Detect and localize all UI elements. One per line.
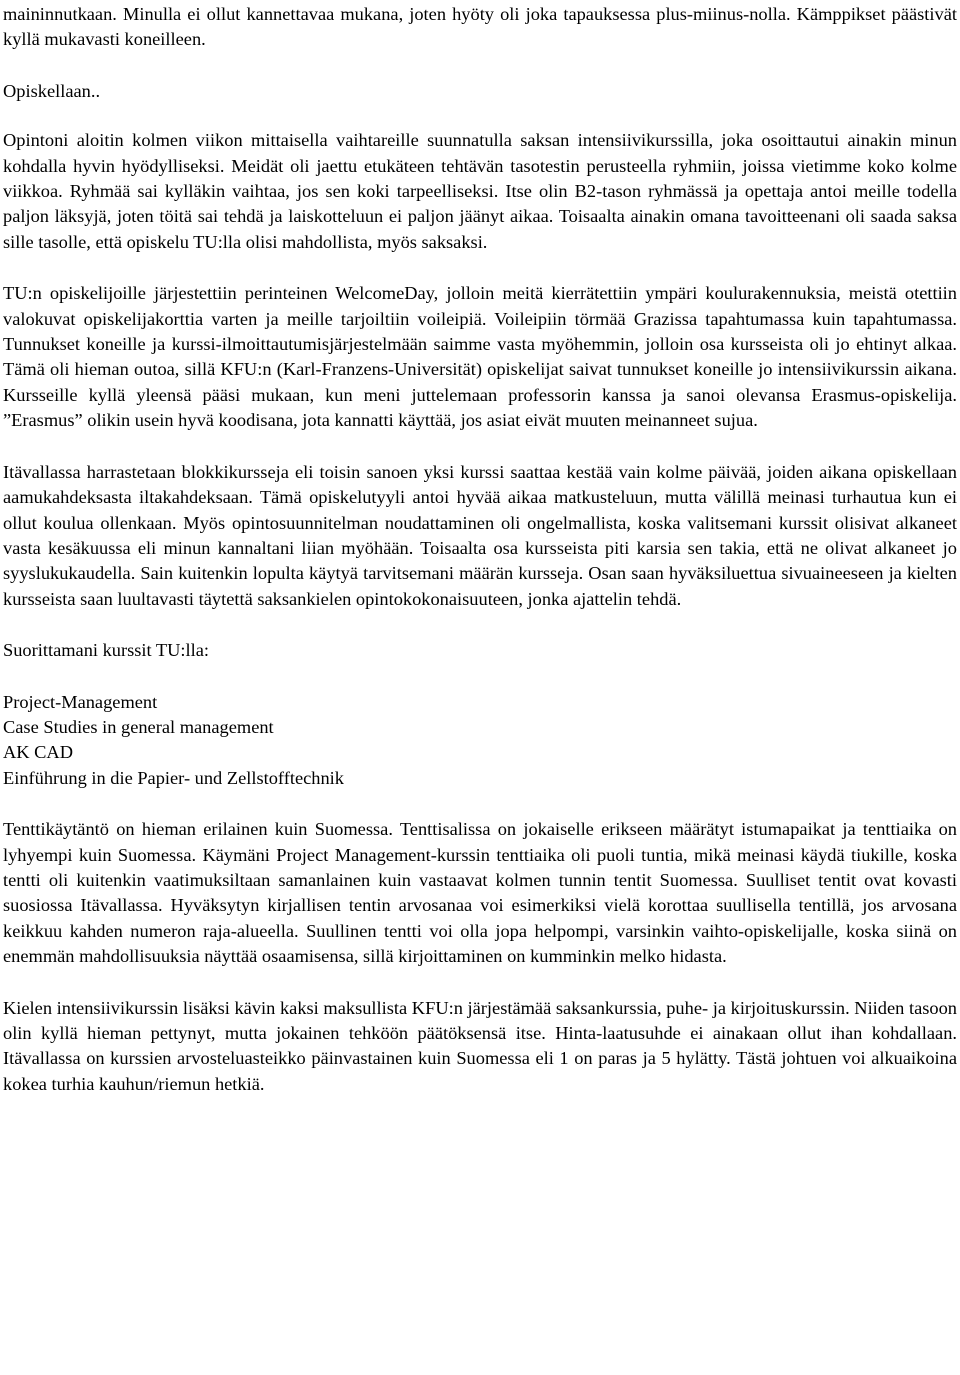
paragraph-language-courses: Kielen intensiivikurssin lisäksi kävin kaksi maksullista KFU:n järjestämää saksankurssia, puhe- ja kirjoituskurssin. Niiden tasoon olin kyllä hieman pettynyt, mutta jokainen tehköön päätöksensä itse. Hinta-laatusuhde ei ainakaan ollut ihan kohdallaan. Itävallassa on kurssien arvosteluasteikko päinvastainen kuin Suomessa eli 1 on paras ja 5 hylätty. Tästä johtuen voi alkuaikoina kokea turhia kauhun/riemun hetkiä. xyxy=(3,997,957,1094)
paragraph-exams: Tenttikäytäntö on hieman erilainen kuin Suomessa. Tenttisalissa on jokaiselle erikseen määrätyt istumapaikat ja tenttiaika on lyhyempi kuin Suomessa. Käymäni Project Management-kurssin tenttiaika oli puoli tuntia, mikä meinasi käydä tiukille, koska tentti oli kuitenkin vaatimuksiltaan samanlainen kuin vastaavat kolmen tunnin tentit Suomessa. Suulliset tentit ovat kovasti suosiossa Itävallassa. Hyväksytyn kirjallisen tentin arvosanaa voi esimerkiksi vielä korottaa suullisella tentillä, jos arvosana keikkuu kahden numeron raja-alueella. Suullinen tentti voi olla jopa helpompi, varsinkin vaihto-opiskelijalle, koska siinä on enemmän mahdollisuuksia näyttää osaamisensa, sillä kirjoittaminen on kumminkin melko hidasta. xyxy=(3,819,957,967)
list-item: Case Studies in general management xyxy=(3,716,274,737)
paragraph-block-courses: Itävallassa harrastetaan blokkikursseja eli toisin sanoen yksi kurssi saattaa kestää vain kolme päivää, joiden aikana opiskellaan aamukahdeksasta iltakahdeksaan. Tämä opiskelutyyli antoi hyvää aikaa matkusteluun, mutta välillä meinasi turhautua kun ei ollut koulua ollenkaan. Myös opintosuunnitelman noudattaminen oli ongelmallista, koska valitsemani kurssit olisivat alkaneet vasta kesäkuussa eli minun kannaltani liian myöhään. Toisaalta osa kursseista piti karsia sen takia, että ne olivat alkaneet jo syyslukukaudella. Sain kuitenkin lopulta käytyä tarvitsemani määrän kursseja. Osan saan hyväksiluettua sivuaineeseen ja kielten kursseista saan luultavasti täytettä saksankielen opintokokonaisuuteen, jonka ajattelin tehdä. xyxy=(3,461,957,609)
list-item: Einführung in die Papier- und Zellstofftechnik xyxy=(3,767,344,788)
paragraph-intro: maininnutkaan. Minulla ei ollut kannettavaa mukana, joten hyöty oli joka tapauksessa plus-miinus-nolla. Kämppikset päästivät kyllä mukavasti koneilleen. xyxy=(3,4,957,50)
course-list-title: Suorittamani kurssit TU:lla: xyxy=(3,640,210,661)
paragraph-intensive-course: Opintoni aloitin kolmen viikon mittaisella vaihtareille suunnatulla saksan intensiivikurssilla, joka osoittautui ainakin minun kohdalla hyvin hyödylliseksi. Meidät oli jaettu etukäteen tehtävän tasotestin perusteella ryhmiin, joissa vietimme koko kolme viikkoa. Ryhmää sai kylläkin vaihtaa, jos sen koki tarpeelliseksi. Itse olin B2-tason ryhmässä ja opettaja antoi meille todella paljon läksyjä, joten töitä sai tehdä ja laiskotteluun ei paljon jäänyt aikaa. Toisaalta ainakin omana tavoitteenani oli saada saksa sille tasolle, että opiskelu TU:lla olisi mahdollista, myös saksaksi. xyxy=(3,130,957,252)
document-page xyxy=(3,2,957,1123)
course-list xyxy=(3,690,957,792)
section-heading: Opiskellaan.. xyxy=(3,80,101,101)
paragraph-welcome-day: TU:n opiskelijoille järjestettiin perinteinen WelcomeDay, jolloin meitä kierrätettiin ympäri koulurakennuksia, meistä otettiin valokuvat opiskelijakorttia varten ja meille tarjoiltiin voileipiä. Voileipiin törmää Grazissa tapahtumassa kuin tapahtumassa. Tunnukset koneille ja kurssi-ilmoittautumisjärjestelmään saimme vasta myöhemmin, jolloin osa kursseista oli jo ehtinyt alkaa. Tämä oli hieman outoa, sillä KFU:n (Karl-Franzens-Universität) opiskelijat saivat tunnukset koneille jo intensiivikurssin aikana. Kursseille kyllä yleensä pääsi mukaan, kun meni juttelemaan professorin kanssa ja sanoi olevansa Erasmus-opiskelija. ”Erasmus” olikin usein hyvä koodisana, jota kannatti käyttää, jos asiat eivät muuten meinanneet sujua. xyxy=(3,283,957,431)
list-item: AK CAD xyxy=(3,742,73,763)
list-item: Project-Management xyxy=(3,691,158,712)
